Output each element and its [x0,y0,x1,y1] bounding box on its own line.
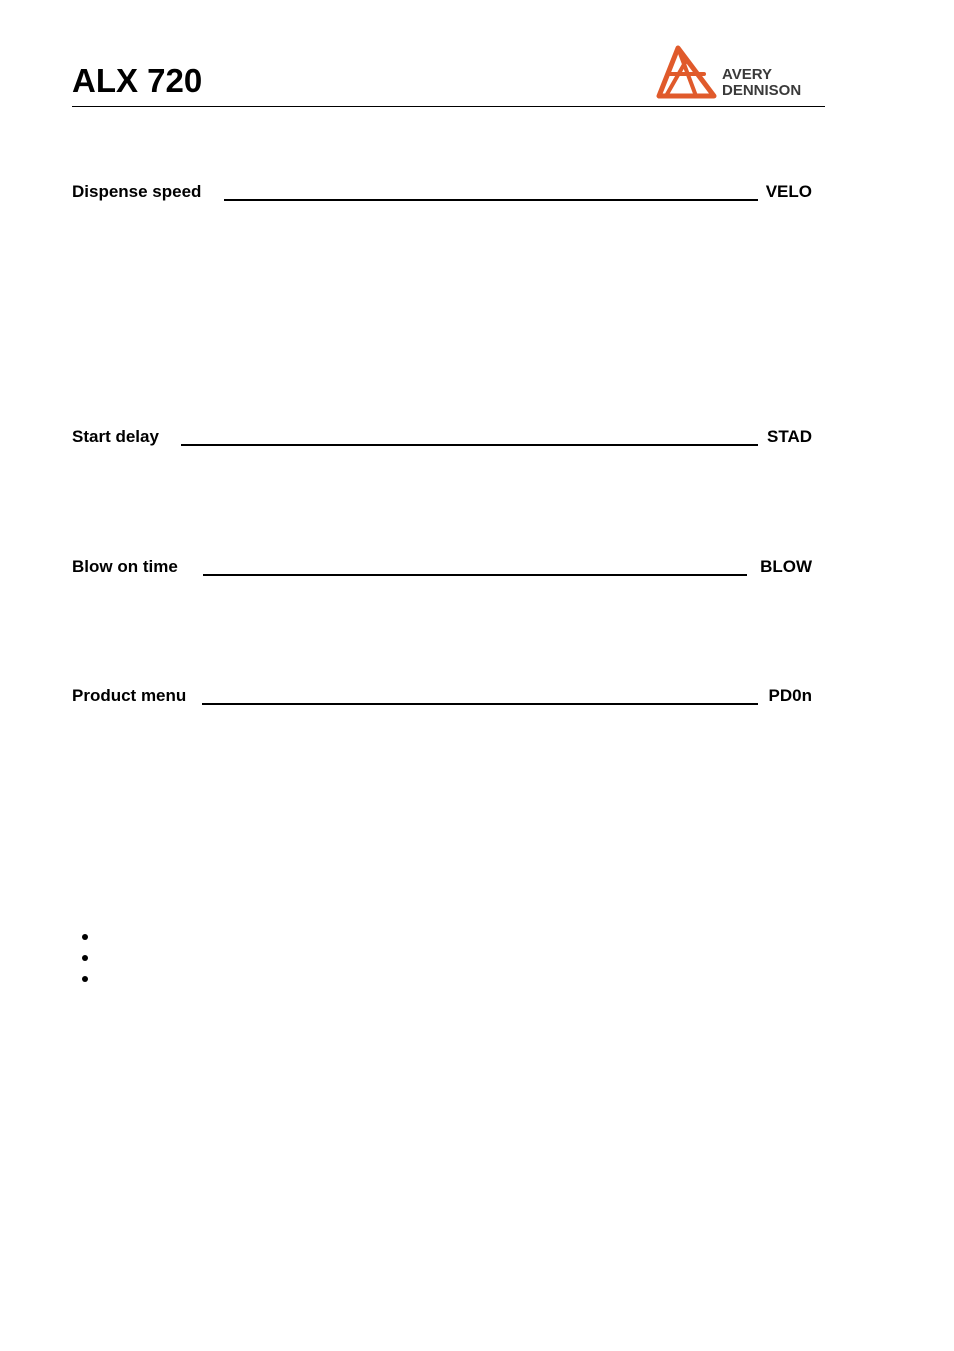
parameter-row-blow-on-time [72,555,812,579]
page-title: ALX 720 [72,62,203,99]
leader-line [224,199,758,201]
parameter-code: BLOW [760,557,812,576]
logo-wordmark-line2: DENNISON [722,82,802,99]
leader-line [203,574,747,576]
parameter-label: Blow on time [72,557,178,576]
parameter-row-dispense-speed [72,180,812,204]
triangle-logo-icon [656,44,718,102]
brand-logo [656,44,826,102]
parameter-label: Start delay [72,427,159,446]
leader-line [202,703,758,705]
parameter-label: Dispense speed [72,182,202,201]
parameter-code: VELO [765,182,812,201]
parameter-code: STAD [766,427,812,446]
logo-wordmark [722,67,801,99]
leader-line [181,444,758,446]
parameter-label: Product menu [72,686,187,705]
header-divider [72,106,825,107]
parameter-code: PD0n [768,686,812,705]
parameter-row-product-menu [72,684,812,708]
logo-wordmark-line1: AVERY [722,66,773,83]
parameter-row-start-delay [72,425,812,449]
